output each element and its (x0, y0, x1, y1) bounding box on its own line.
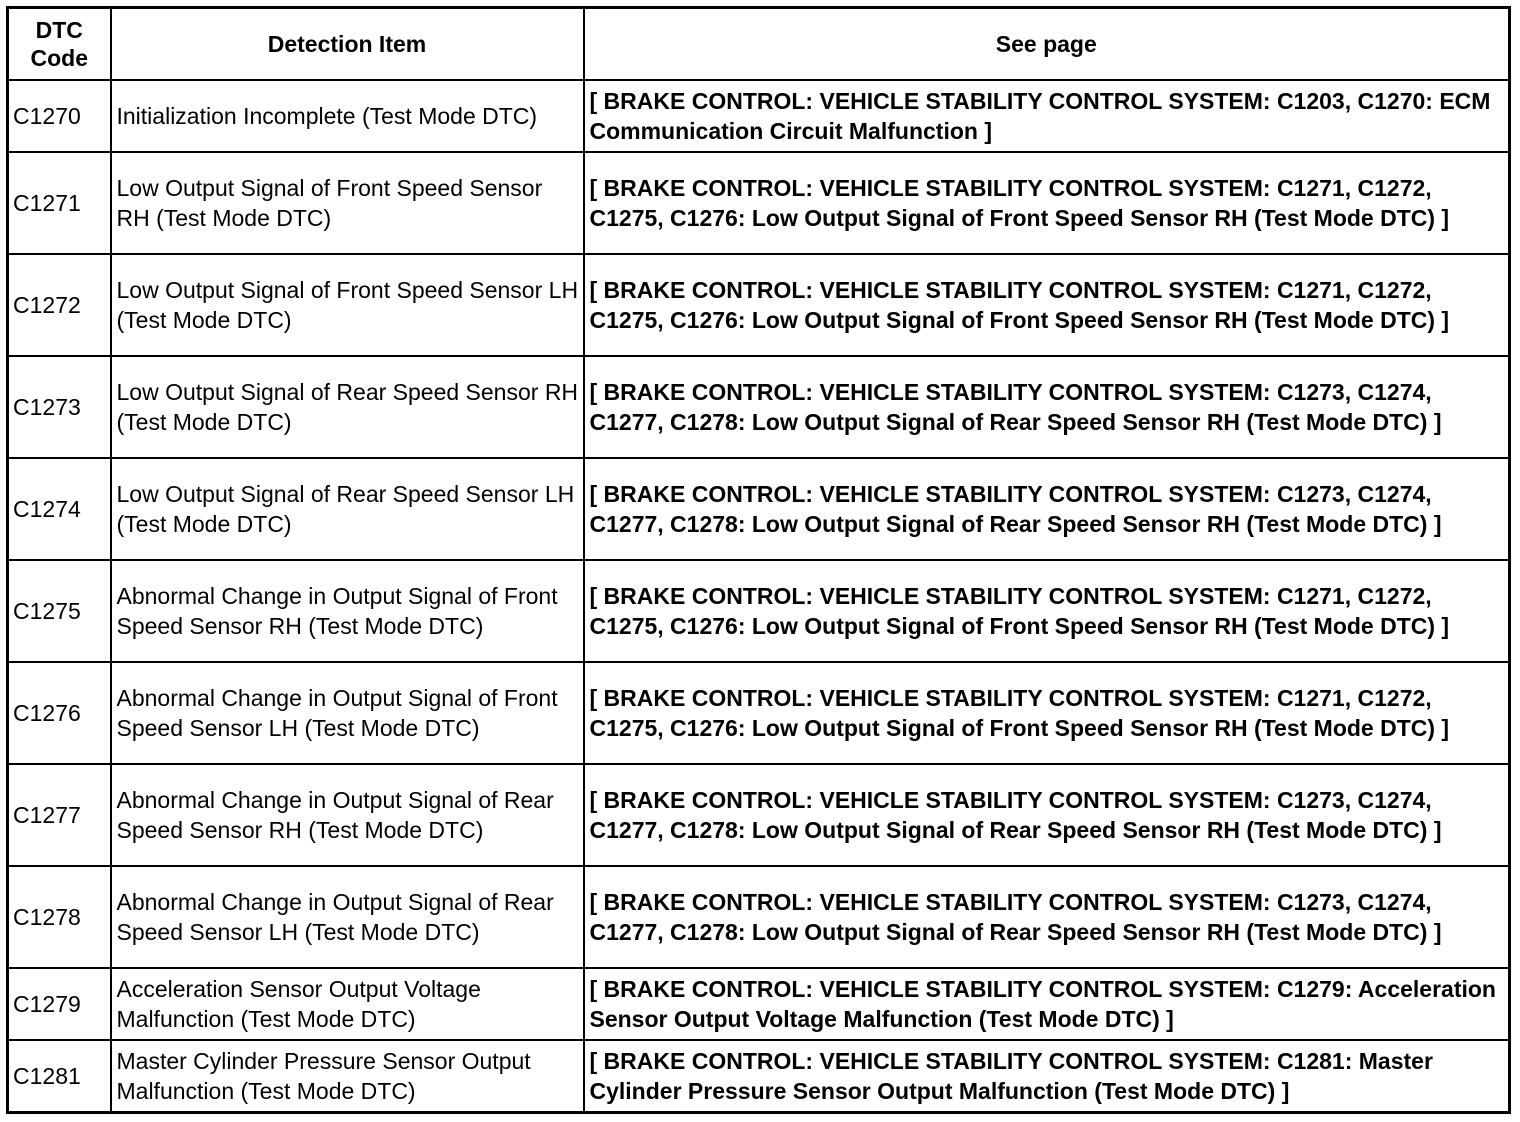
detection-item-cell: Initialization Incomplete (Test Mode DTC) (111, 80, 584, 152)
header-detection-item: Detection Item (111, 8, 584, 81)
table-row (8, 560, 1510, 662)
table-row (8, 458, 1510, 560)
see-page-link[interactable]: [ BRAKE CONTROL: VEHICLE STABILITY CONTROL SYSTEM: C1279: Acceleration Sensor Output Voltage Malfunction (Test Mode DTC) ] (584, 968, 1510, 1040)
see-page-link[interactable]: [ BRAKE CONTROL: VEHICLE STABILITY CONTROL SYSTEM: C1273, C1274, C1277, C1278: Low Output Signal of Rear Speed Sensor RH (Test Mode DTC) ] (584, 458, 1510, 560)
table-row (8, 866, 1510, 968)
dtc-code-cell: C1279 (8, 968, 111, 1040)
see-page-link[interactable]: [ BRAKE CONTROL: VEHICLE STABILITY CONTROL SYSTEM: C1203, C1270: ECM Communication Circuit Malfunction ] (584, 80, 1510, 152)
see-page-link[interactable]: [ BRAKE CONTROL: VEHICLE STABILITY CONTROL SYSTEM: C1271, C1272, C1275, C1276: Low Output Signal of Front Speed Sensor RH (Test Mode DTC) ] (584, 560, 1510, 662)
detection-item-cell: Low Output Signal of Front Speed Sensor RH (Test Mode DTC) (111, 152, 584, 254)
table-row (8, 356, 1510, 458)
detection-item-cell: Abnormal Change in Output Signal of Rear Speed Sensor LH (Test Mode DTC) (111, 866, 584, 968)
detection-item-cell: Master Cylinder Pressure Sensor Output Malfunction (Test Mode DTC) (111, 1040, 584, 1113)
see-page-link[interactable]: [ BRAKE CONTROL: VEHICLE STABILITY CONTROL SYSTEM: C1271, C1272, C1275, C1276: Low Output Signal of Front Speed Sensor RH (Test Mode DTC) ] (584, 152, 1510, 254)
header-see-page: See page (584, 8, 1510, 81)
table-row (8, 254, 1510, 356)
see-page-link[interactable]: [ BRAKE CONTROL: VEHICLE STABILITY CONTROL SYSTEM: C1281: Master Cylinder Pressure Sensor Output Malfunction (Test Mode DTC) ] (584, 1040, 1510, 1113)
header-dtc-code-line2: Code (30, 45, 88, 71)
header-dtc-code-line1: DTC (35, 17, 83, 43)
dtc-code-cell: C1274 (8, 458, 111, 560)
dtc-code-cell: C1270 (8, 80, 111, 152)
dtc-code-cell: C1278 (8, 866, 111, 968)
table-row (8, 152, 1510, 254)
detection-item-cell: Acceleration Sensor Output Voltage Malfunction (Test Mode DTC) (111, 968, 584, 1040)
dtc-code-cell: C1275 (8, 560, 111, 662)
dtc-code-cell: C1281 (8, 1040, 111, 1113)
see-page-link[interactable]: [ BRAKE CONTROL: VEHICLE STABILITY CONTROL SYSTEM: C1273, C1274, C1277, C1278: Low Output Signal of Rear Speed Sensor RH (Test Mode DTC) ] (584, 866, 1510, 968)
see-page-link[interactable]: [ BRAKE CONTROL: VEHICLE STABILITY CONTROL SYSTEM: C1273, C1274, C1277, C1278: Low Output Signal of Rear Speed Sensor RH (Test Mode DTC) ] (584, 764, 1510, 866)
table-row (8, 1040, 1510, 1113)
see-page-link[interactable]: [ BRAKE CONTROL: VEHICLE STABILITY CONTROL SYSTEM: C1271, C1272, C1275, C1276: Low Output Signal of Front Speed Sensor RH (Test Mode DTC) ] (584, 662, 1510, 764)
table-row (8, 764, 1510, 866)
detection-item-cell: Abnormal Change in Output Signal of Front Speed Sensor LH (Test Mode DTC) (111, 662, 584, 764)
dtc-code-cell: C1271 (8, 152, 111, 254)
detection-item-cell: Low Output Signal of Rear Speed Sensor LH (Test Mode DTC) (111, 458, 584, 560)
table-row (8, 662, 1510, 764)
dtc-table (6, 6, 1511, 1114)
header-row (8, 8, 1510, 81)
see-page-link[interactable]: [ BRAKE CONTROL: VEHICLE STABILITY CONTROL SYSTEM: C1271, C1272, C1275, C1276: Low Output Signal of Front Speed Sensor RH (Test Mode DTC) ] (584, 254, 1510, 356)
see-page-link[interactable]: [ BRAKE CONTROL: VEHICLE STABILITY CONTROL SYSTEM: C1273, C1274, C1277, C1278: Low Output Signal of Rear Speed Sensor RH (Test Mode DTC) ] (584, 356, 1510, 458)
table-row (8, 968, 1510, 1040)
dtc-code-cell: C1277 (8, 764, 111, 866)
detection-item-cell: Low Output Signal of Front Speed Sensor LH (Test Mode DTC) (111, 254, 584, 356)
detection-item-cell: Abnormal Change in Output Signal of Rear Speed Sensor RH (Test Mode DTC) (111, 764, 584, 866)
dtc-code-cell: C1276 (8, 662, 111, 764)
detection-item-cell: Low Output Signal of Rear Speed Sensor RH (Test Mode DTC) (111, 356, 584, 458)
detection-item-cell: Abnormal Change in Output Signal of Front Speed Sensor RH (Test Mode DTC) (111, 560, 584, 662)
dtc-code-cell: C1273 (8, 356, 111, 458)
dtc-code-cell: C1272 (8, 254, 111, 356)
table-row (8, 80, 1510, 152)
header-dtc-code (8, 8, 111, 81)
